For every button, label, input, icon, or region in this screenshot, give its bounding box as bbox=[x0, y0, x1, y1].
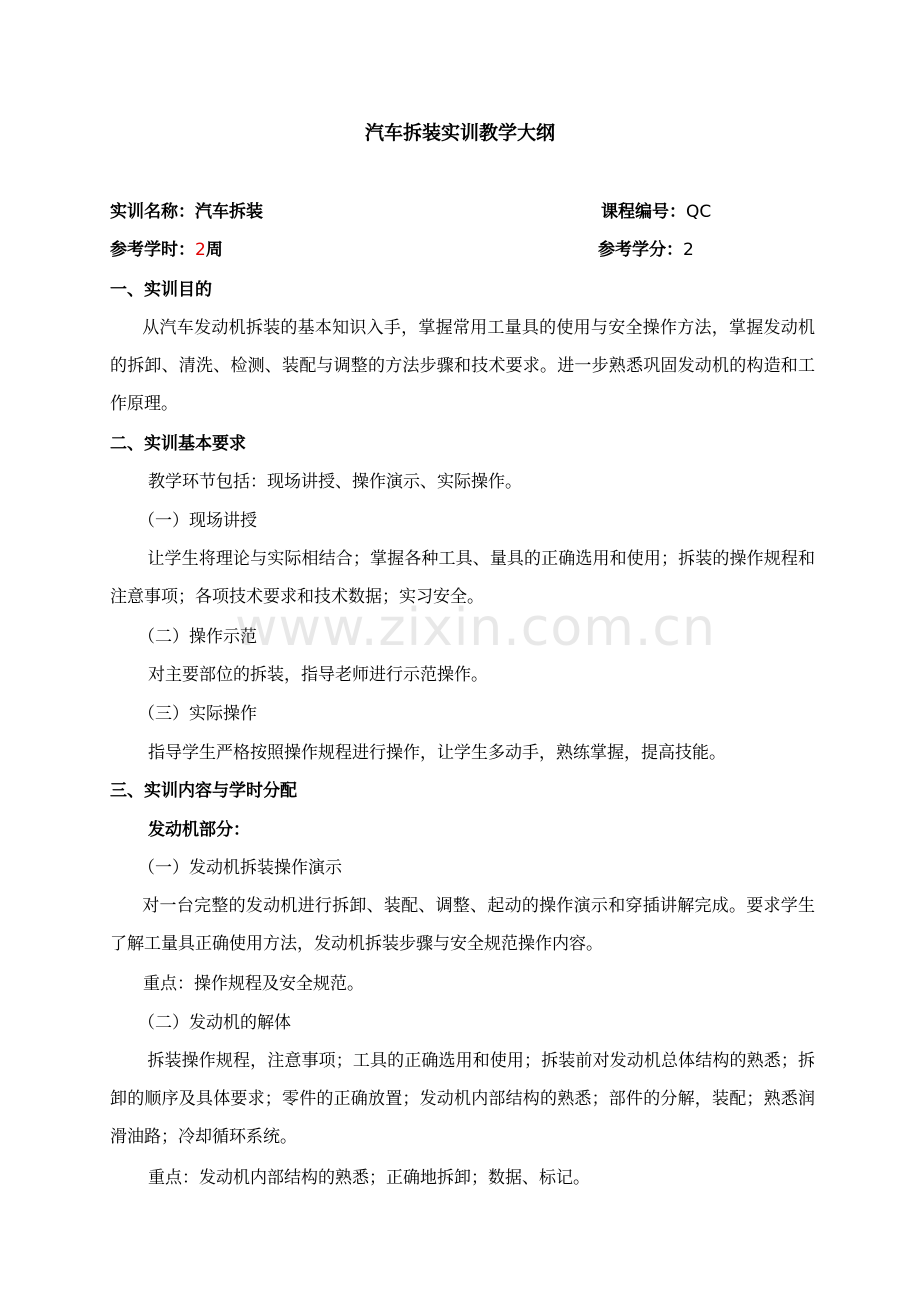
hours-number: 2 bbox=[195, 240, 206, 260]
credit-row bbox=[598, 240, 694, 260]
section2-sub3-paragraph: 指导学生严格按照操作规程进行操作，让学生多动手，熟练掌握，提高技能。 bbox=[148, 743, 726, 763]
section3-sub2-heading: （二）发动机的解体 bbox=[138, 1013, 291, 1033]
engine-part-heading: 发动机部分： bbox=[148, 820, 250, 840]
hours-label: 参考学时： bbox=[110, 240, 195, 260]
course-code-label: 课程编号： bbox=[601, 202, 686, 222]
section2-sub1-heading: （一）现场讲授 bbox=[138, 511, 257, 531]
section2-sub3-heading: （三）实际操作 bbox=[138, 704, 257, 724]
course-code-row bbox=[601, 202, 711, 222]
section3-sub1-paragraph: 对一台完整的发动机进行拆卸、装配、调整、起动的操作演示和穿插讲解完成。要求学生了解工量具正确使用方法，发动机拆装步骤与安全规范操作内容。 bbox=[110, 896, 815, 954]
training-name-row bbox=[110, 202, 263, 222]
credit-value: 2 bbox=[683, 240, 694, 260]
section3-sub1-heading: （一）发动机拆装操作演示 bbox=[138, 858, 342, 878]
section2-sub2-heading: （二）操作示范 bbox=[138, 627, 257, 647]
section3-sub2-key-point: 重点：发动机内部结构的熟悉；正确地拆卸；数据、标记。 bbox=[148, 1168, 590, 1188]
section2-sub2-paragraph: 对主要部位的拆装，指导老师进行示范操作。 bbox=[148, 665, 488, 685]
credit-label: 参考学分： bbox=[598, 240, 683, 260]
section1-heading: 一、实训目的 bbox=[110, 280, 212, 300]
hours-unit: 周 bbox=[205, 240, 223, 260]
section3-sub1-key-point: 重点：操作规程及安全规范。 bbox=[143, 974, 364, 994]
watermark: www.zixin.com.cn bbox=[235, 598, 716, 658]
section2-sub1-paragraph: 让学生将理论与实际相结合；掌握各种工具、量具的正确选用和使用；拆装的操作规程和注意事项；各项技术要求和技术数据；实习安全。 bbox=[110, 549, 815, 607]
section2-heading: 二、实训基本要求 bbox=[110, 434, 246, 454]
hours-row bbox=[110, 240, 223, 260]
section3-sub2-paragraph: 拆装操作规程，注意事项；工具的正确选用和使用；拆装前对发动机总体结构的熟悉；拆卸的顺序及具体要求；零件的正确放置；发动机内部结构的熟悉；部件的分解，装配；熟悉润滑油路；冷却循环系统。 bbox=[110, 1051, 815, 1147]
section2-intro: 教学环节包括：现场讲授、操作演示、实际操作。 bbox=[148, 472, 522, 492]
section3-heading: 三、实训内容与学时分配 bbox=[110, 781, 297, 801]
training-name-label: 实训名称： bbox=[110, 202, 195, 222]
document-title: 汽车拆装实训教学大纲 bbox=[364, 122, 555, 144]
course-code-value: QC bbox=[686, 202, 712, 222]
section1-paragraph: 从汽车发动机拆装的基本知识入手，掌握常用工量具的使用与安全操作方法，掌握发动机的拆卸、清洗、检测、装配与调整的方法步骤和技术要求。进一步熟悉巩固发动机的构造和工作原理。 bbox=[110, 318, 815, 414]
training-name-value: 汽车拆装 bbox=[195, 202, 263, 222]
